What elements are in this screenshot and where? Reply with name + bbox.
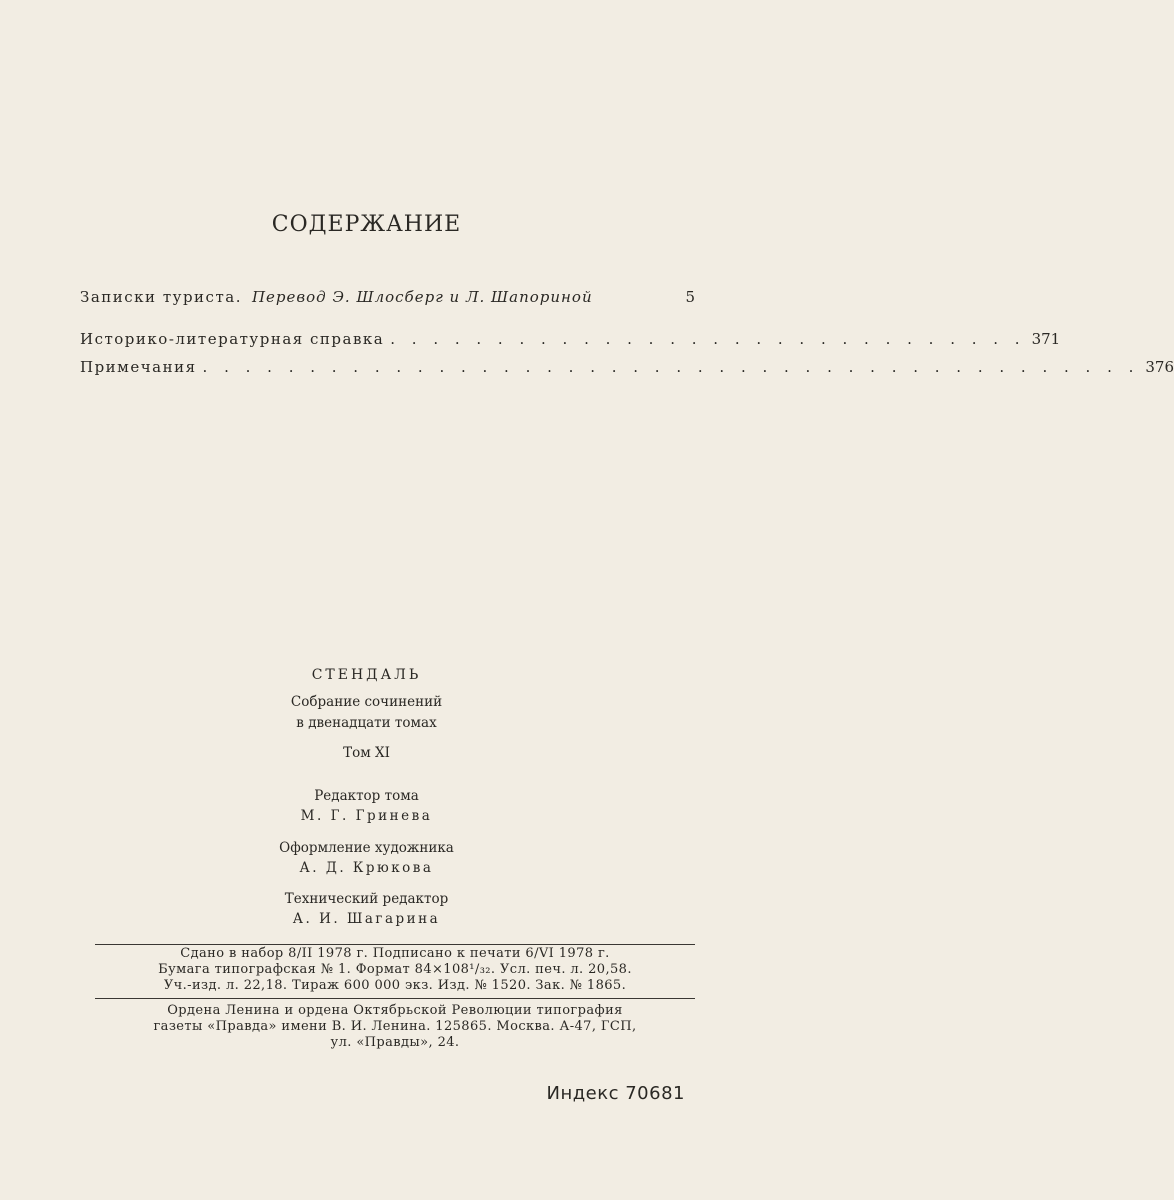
toc-entry [80, 288, 695, 306]
printer-line: Ордена Ленина и ордена Октябрьской Революции типография [167, 1003, 623, 1018]
designer-role: Оформление художника [279, 840, 454, 856]
imprint-line: Сдано в набор 8/II 1978 г. Подписано к печати 6/VI 1978 г. [180, 946, 610, 961]
toc-entry-page: 371 [1031, 330, 1061, 348]
volume-number: Том XI [343, 745, 390, 761]
imprint-top-rule [95, 944, 695, 945]
collection-title-line2: в двенадцати томах [296, 715, 437, 731]
toc-entry-translators: Перевод Э. Шлосберг и Л. Шапориной [251, 288, 593, 306]
collection-title-line1: Собрание сочинений [290, 694, 443, 710]
toc-entry-page: 5 [685, 288, 695, 306]
toc-entry-page: 376 [1145, 358, 1174, 376]
editor-name: М. Г. Гринева [300, 808, 433, 824]
printer-line: газеты «Правда» имени В. И. Ленина. 125865. Москва. А-47, ГСП, [153, 1019, 637, 1034]
imprint-line: Бумага типографская № 1. Формат 84×108¹/₃₂. Усл. печ. л. 20,58. [158, 962, 632, 977]
toc-entry: Примечания . . . . . . . . . . . . . . . . . . . . . . . . . . . . . . . . . . . . . . . . . . . . 376 [80, 358, 1174, 376]
author-name: СТЕНДАЛЬ [311, 667, 422, 683]
tech-editor-name: А. И. Шагарина [292, 911, 441, 927]
toc-entry-label: Историко-литературная справка [80, 330, 385, 348]
designer-name: А. Д. Крюкова [299, 860, 434, 876]
imprint-block [100, 946, 690, 994]
toc-title: СОДЕРЖАНИЕ [271, 212, 462, 237]
toc-entry-label: Записки туриста. [80, 288, 242, 306]
toc-entry: Историко-литературная справка . . . . . . . . . . . . . . . . . . . . . . . . . . . . . . 371 [80, 330, 1061, 348]
printer-block [100, 1003, 690, 1051]
imprint-line: Уч.-изд. л. 22,18. Тираж 600 000 экз. Изд. № 1520. Зак. № 1865. [163, 978, 627, 993]
catalog-index: Индекс 70681 [546, 1083, 685, 1104]
editor-role: Редактор тома [314, 788, 419, 804]
printer-line: ул. «Правды», 24. [330, 1035, 460, 1050]
toc-entry-label: Примечания [80, 358, 197, 376]
tech-editor-role: Технический редактор [284, 891, 449, 907]
imprint-bottom-rule [95, 998, 695, 999]
